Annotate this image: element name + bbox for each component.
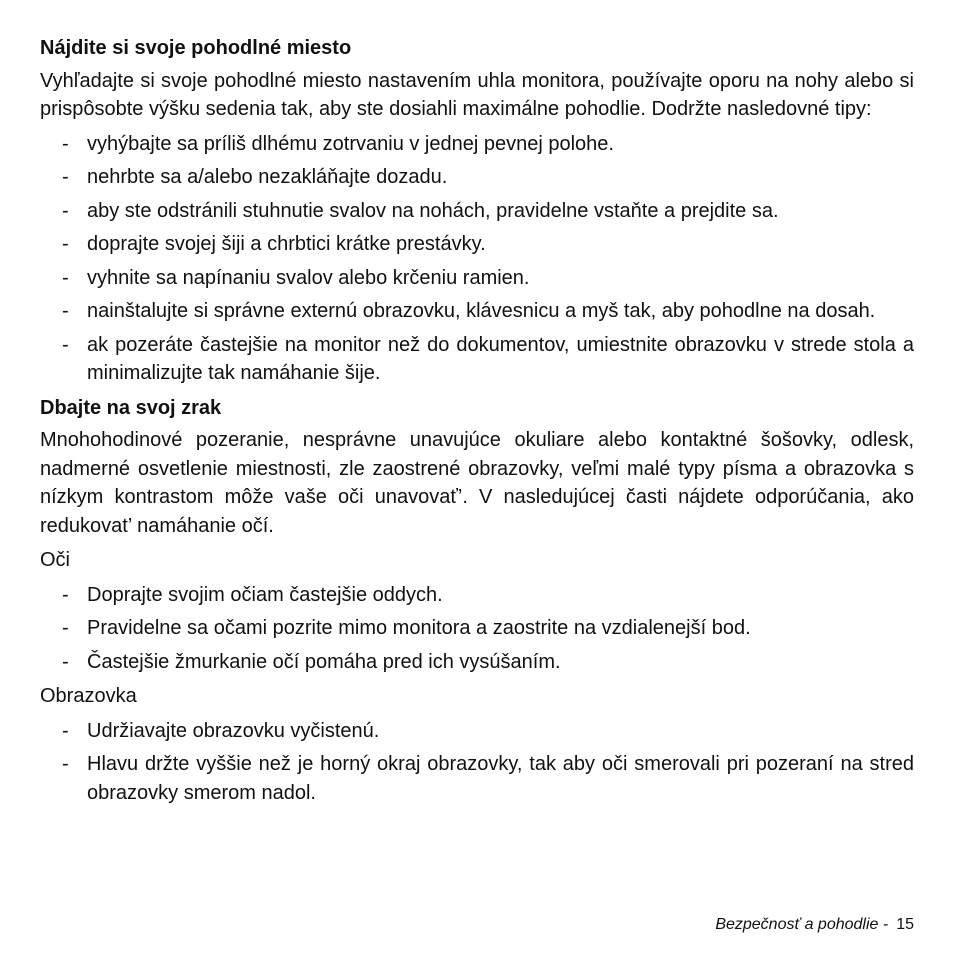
list-item: - aby ste odstránili stuhnutie svalov na nohách, pravidelne vstaňte a prejdite sa. xyxy=(40,197,914,226)
list-item: - vyhýbajte sa príliš dlhému zotrvaniu v jednej pevnej polohe. xyxy=(40,130,914,159)
page-content xyxy=(40,34,914,813)
eyes-tips-list xyxy=(40,581,914,677)
section-heading-eyesight: Dbajte na svoj zrak xyxy=(40,396,222,419)
screen-subheading: Obrazovka xyxy=(40,685,137,707)
screen-tips-list xyxy=(40,717,914,808)
list-item: - Doprajte svojim očiam častejšie oddych. xyxy=(40,581,914,610)
comfort-tips-list xyxy=(40,130,914,388)
section-heading-comfort: Nájdite si svoje pohodlné miesto xyxy=(40,37,352,59)
list-item: - Častejšie žmurkanie očí pomáha pred ich vysúšaním. xyxy=(40,648,914,677)
list-item: - nehrbte sa a/alebo nezakláňajte dozadu. xyxy=(40,163,914,192)
page-number: 15 xyxy=(896,916,914,933)
list-item: - ak pozeráte častejšie na monitor než do dokumentov, umiestnite obrazovku v strede stola a minimalizujte tak namáhanie šije. xyxy=(40,331,914,388)
list-item: - Hlavu držte vyššie než je horný okraj obrazovky, tak aby oči smerovali pri pozeraní na stred obrazovky smerom nadol. xyxy=(40,750,914,807)
list-item: - Udržiavajte obrazovku vyčistenú. xyxy=(40,717,914,746)
list-item: - nainštalujte si správne externú obrazovku, klávesnicu a myš tak, aby pohodlne na dosah. xyxy=(40,297,914,326)
page-footer xyxy=(715,916,914,934)
eyes-subheading: Oči xyxy=(40,549,70,571)
comfort-intro-paragraph: Vyhľadajte si svoje pohodlné miesto nastavením uhla monitora, používajte oporu na nohy alebo si prispôsobte výšku sedenia tak, aby ste dosiahli maximálne pohodlie. Dodržte nasledovné tipy: xyxy=(40,69,914,120)
footer-section-title: Bezpečnosť a pohodlie - xyxy=(715,916,889,933)
list-item: - Pravidelne sa očami pozrite mimo monitora a zaostrite na vzdialenejší bod. xyxy=(40,614,914,643)
eyesight-intro-paragraph: Mnohohodinové pozeranie, nesprávne unavujúce okuliare alebo kontaktné šošovky, odlesk, nadmerné osvetlenie miestnosti, zle zaostrené obrazovky, veľmi malé typy písma a obrazovka s nízkym kontrastom môže vaše oči unavovať’. V nasledujúcej časti nájdete odporúčania, ako redukovat’ namáhanie očí. xyxy=(40,429,914,537)
list-item: - doprajte svojej šiji a chrbtici krátke prestávky. xyxy=(40,230,914,259)
list-item: - vyhnite sa napínaniu svalov alebo krčeniu ramien. xyxy=(40,264,914,293)
